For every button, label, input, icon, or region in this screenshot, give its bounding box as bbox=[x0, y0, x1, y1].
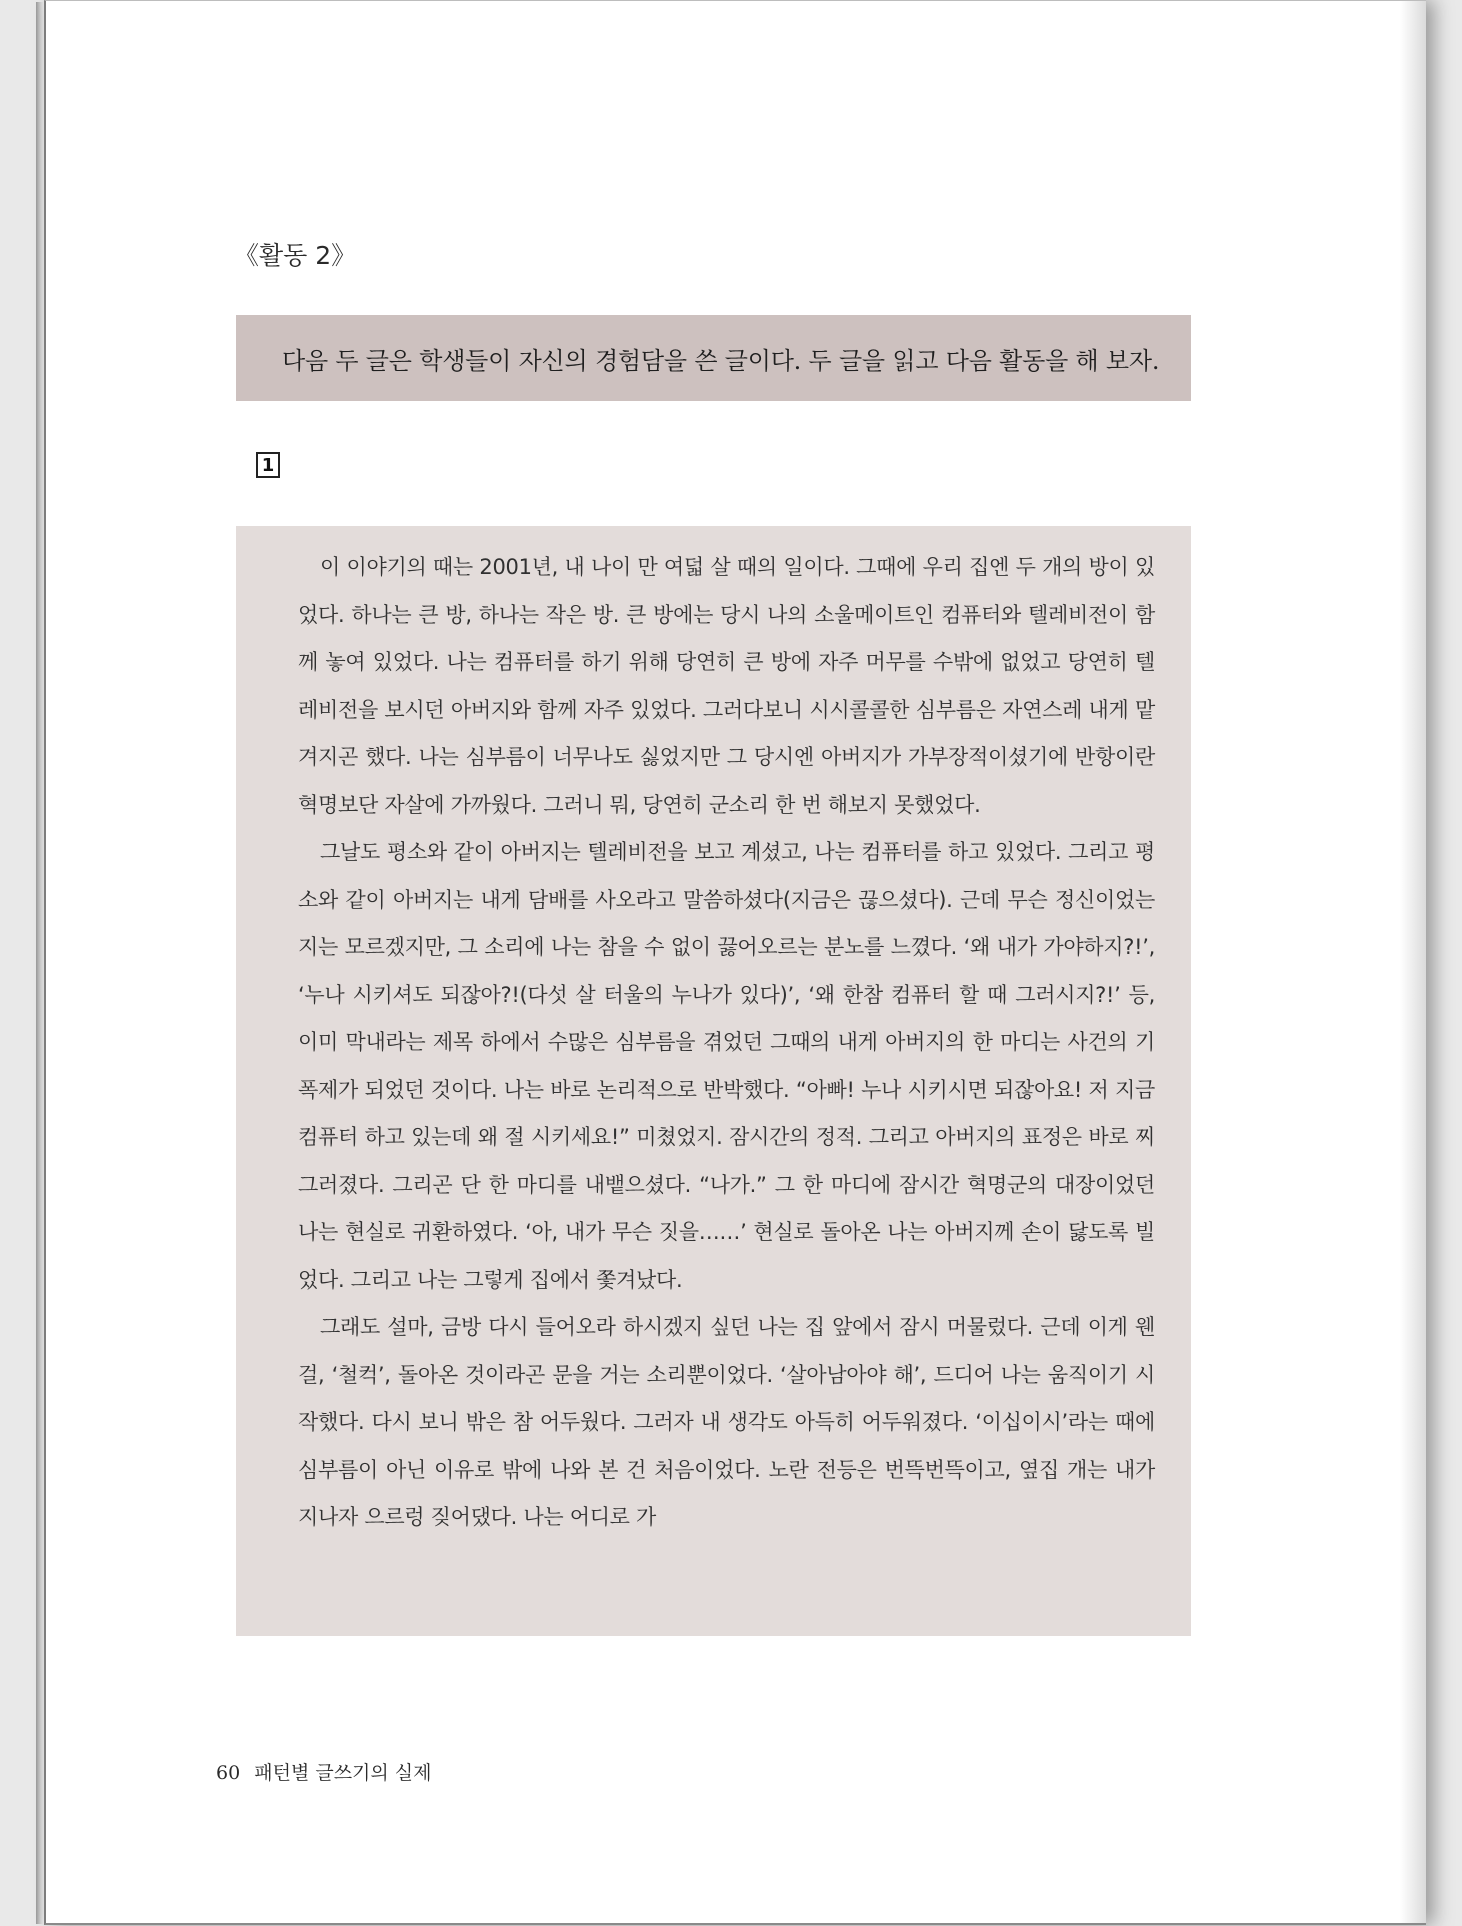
page-number: 60 bbox=[216, 1762, 241, 1784]
instruction-text: 다음 두 글은 학생들이 자신의 경험담을 쓴 글이다. 두 글을 읽고 다음 활동을 해 보자. bbox=[282, 346, 1160, 375]
essay-paragraph: 그래도 설마, 금방 다시 들어오라 하시겠지 싶던 나는 집 앞에서 잠시 머물렀다. 근데 이게 웬걸, ‘철컥’, 돌아온 것이라곤 문을 거는 소리뿐이었다. ‘살아남아야 해’, 드디어 나는 움직이기 시작했다. 다시 보니 밖은 참 어두웠다. 그러자 내 생각도 아득히 어두워졌다. ‘이십이시’라는 때에 심부름이 아닌 이유로 밖에 나와 본 건 처음이었다. 노란 전등은 번뜩번뜩이고, 옆집 개는 내가 지나자 으르렁 짖어댔다. 나는 어디로 가 bbox=[298, 1315, 1155, 1529]
book-title: 패턴별 글쓰기의 실제 bbox=[254, 1762, 432, 1784]
essay-text-box bbox=[236, 526, 1191, 1636]
section-number: 1 bbox=[256, 452, 280, 478]
page-footer bbox=[216, 1758, 432, 1785]
activity-title: 《활동 2》 bbox=[234, 241, 357, 270]
instruction-box bbox=[236, 315, 1191, 401]
page-shadow bbox=[1400, 1, 1426, 1923]
essay-paragraph: 그날도 평소와 같이 아버지는 텔레비전을 보고 계셨고, 나는 컴퓨터를 하고 있었다. 그리고 평소와 같이 아버지는 내게 담배를 사오라고 말씀하셨다(지금은 끊으셨다). 근데 무슨 정신이었는지는 모르겠지만, 그 소리에 나는 참을 수 없이 끓어오르는 분노를 느꼈다. ‘왜 내가 가야하지?!’, ‘누나 시키셔도 되잖아?!(다섯 살 터울의 누나가 있다)’, ‘왜 한참 컴퓨터 할 때 그러시지?!’ 등, 이미 막내라는 제목 하에서 수많은 심부름을 겪었던 그때의 내게 아버지의 한 마디는 사건의 기폭제가 되었던 것이다. 나는 바로 논리적으로 반박했다. “아빠! 누나 시키시면 되잖아요! 저 지금 컴퓨터 하고 있는데 왜 절 시키세요!” 미쳤었지. 잠시간의 정적. 그리고 아버지의 표정은 바로 찌그러졌다. 그리곤 단 한 마디를 내뱉으셨다. “나가.” 그 한 마디에 잠시간 혁명군의 대장이었던 나는 현실로 귀환하였다. ‘아, 내가 무슨 짓을……’ 현실로 돌아온 나는 아버지께 손이 닳도록 빌었다. 그리고 나는 그렇게 집에서 쫓겨났다. bbox=[298, 840, 1155, 1292]
essay-paragraph: 이 이야기의 때는 2001년, 내 나이 만 여덟 살 때의 일이다. 그때에 우리 집엔 두 개의 방이 있었다. 하나는 큰 방, 하나는 작은 방. 큰 방에는 당시 나의 소울메이트인 컴퓨터와 텔레비전이 함께 놓여 있었다. 나는 컴퓨터를 하기 위해 당연히 큰 방에 자주 머무를 수밖에 없었고 당연히 텔레비전을 보시던 아버지와 함께 자주 있었다. 그러다보니 시시콜콜한 심부름은 자연스레 내게 맡겨지곤 했다. 나는 심부름이 너무나도 싫었지만 그 당시엔 아버지가 가부장적이셨기에 반항이란 혁명보단 자살에 가까웠다. 그러니 뭐, 당연히 군소리 한 번 해보지 못했었다. bbox=[298, 555, 1155, 817]
essay-body bbox=[298, 544, 1155, 1542]
